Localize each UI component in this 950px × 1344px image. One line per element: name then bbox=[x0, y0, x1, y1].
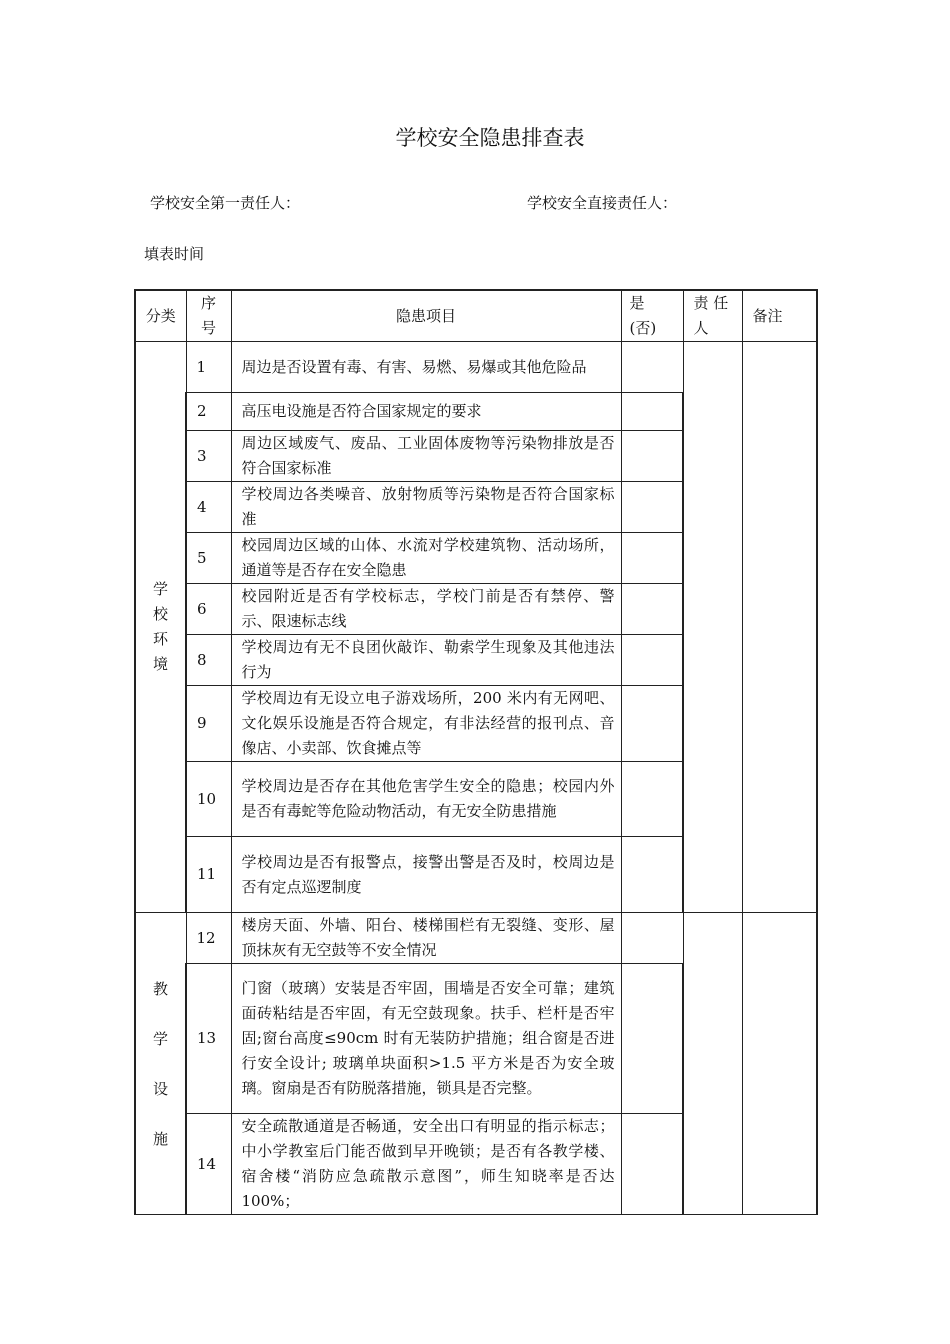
row-item-text: 校园附近是否有学校标志，学校门前是否有禁停、警示、限速标志线 bbox=[231, 584, 621, 635]
header-item: 隐患项目 bbox=[231, 290, 621, 342]
yes-no-cell[interactable] bbox=[621, 393, 683, 431]
row-number: 1 bbox=[186, 342, 231, 393]
row-item-text: 周边是否设置有毒、有害、易燃、易爆或其他危险品 bbox=[231, 342, 621, 393]
table-row bbox=[135, 342, 817, 393]
row-item-text: 学校周边有无不良团伙敲诈、勒索学生现象及其他违法行为 bbox=[231, 635, 621, 686]
row-number: 4 bbox=[186, 482, 231, 533]
page-title: 学校安全隐患排查表 bbox=[395, 126, 585, 150]
row-number: 11 bbox=[186, 837, 231, 913]
yes-no-cell[interactable] bbox=[621, 533, 683, 584]
yes-no-cell[interactable] bbox=[621, 431, 683, 482]
yes-no-cell[interactable] bbox=[621, 342, 683, 393]
row-item-text: 学校周边各类噪音、放射物质等污染物是否符合国家标准 bbox=[231, 482, 621, 533]
header-responsible: 责 任人 bbox=[693, 294, 729, 337]
header-yes-no: 是(否) bbox=[629, 294, 657, 337]
row-number: 9 bbox=[186, 686, 231, 762]
yes-no-cell[interactable] bbox=[621, 635, 683, 686]
row-item-text: 学校周边有无设立电子游戏场所，200 米内有无网吧、文化娱乐设施是否符合规定，有非法经营的报刊点、音像店、小卖部、饮食摊点等 bbox=[231, 686, 621, 762]
row-number: 10 bbox=[186, 762, 231, 837]
yes-no-cell[interactable] bbox=[621, 482, 683, 533]
row-number: 2 bbox=[186, 393, 231, 431]
row-number: 8 bbox=[186, 635, 231, 686]
category-label: 教学设施 bbox=[152, 979, 168, 1148]
remark-cell[interactable] bbox=[742, 342, 817, 913]
yes-no-cell[interactable] bbox=[621, 584, 683, 635]
first-responsible-label: 学校安全第一责任人： bbox=[150, 194, 301, 212]
category-label: 学校环境 bbox=[152, 580, 168, 673]
responsible-cell[interactable] bbox=[683, 342, 742, 913]
row-item-text: 学校周边是否有报警点，接警出警是否及时，校周边是否有定点巡逻制度 bbox=[231, 837, 621, 913]
remark-cell[interactable] bbox=[742, 913, 817, 1215]
table-header-row bbox=[135, 290, 817, 342]
direct-responsible-label: 学校安全直接责任人： bbox=[527, 194, 678, 212]
row-item-text: 门窗（玻璃）安装是否牢固，围墙是否安全可靠；建筑面砖粘结是否牢固，有无空鼓现象。扶手、栏杆是否牢固;窗台高度≤90cm 时有无装防护措施；组合窗是否进行安全设计; 玻璃单块面积>1.5 平方米是否为安全玻璃。窗扇是否有防脱落措施，锁具是否完整。 bbox=[231, 964, 621, 1114]
row-number: 5 bbox=[186, 533, 231, 584]
row-item-text: 安全疏散通道是否畅通，安全出口有明显的指示标志；中小学教室后门能否做到早开晚锁；是否有各教学楼、宿舍楼“消防应急疏散示意图”，师生知晓率是否达 100%； bbox=[231, 1114, 621, 1215]
row-number: 6 bbox=[186, 584, 231, 635]
header-number: 序号 bbox=[200, 294, 216, 337]
row-number: 13 bbox=[186, 964, 231, 1114]
row-number: 14 bbox=[186, 1114, 231, 1215]
row-number: 3 bbox=[186, 431, 231, 482]
yes-no-cell[interactable] bbox=[621, 913, 683, 964]
yes-no-cell[interactable] bbox=[621, 762, 683, 837]
yes-no-cell[interactable] bbox=[621, 964, 683, 1114]
header-remark: 备注 bbox=[742, 290, 817, 342]
responsible-cell[interactable] bbox=[683, 913, 742, 1215]
table-row bbox=[135, 913, 817, 964]
yes-no-cell[interactable] bbox=[621, 686, 683, 762]
yes-no-cell[interactable] bbox=[621, 837, 683, 913]
row-item-text: 校园周边区域的山体、水流对学校建筑物、活动场所，通道等是否存在安全隐患 bbox=[231, 533, 621, 584]
row-item-text: 楼房天面、外墙、阳台、楼梯围栏有无裂缝、变形、屋顶抹灰有无空鼓等不安全情况 bbox=[231, 913, 621, 964]
row-item-text: 高压电设施是否符合国家规定的要求 bbox=[231, 393, 621, 431]
row-item-text: 学校周边是否存在其他危害学生安全的隐患；校园内外是否有毒蛇等危险动物活动，有无安全防患措施 bbox=[231, 762, 621, 837]
row-number: 12 bbox=[186, 913, 231, 964]
fill-time-label: 填表时间 bbox=[144, 245, 205, 263]
yes-no-cell[interactable] bbox=[621, 1114, 683, 1215]
hazard-table bbox=[134, 289, 818, 1215]
row-item-text: 周边区域废气、废品、工业固体废物等污染物排放是否符合国家标准 bbox=[231, 431, 621, 482]
header-category: 分类 bbox=[135, 290, 186, 342]
